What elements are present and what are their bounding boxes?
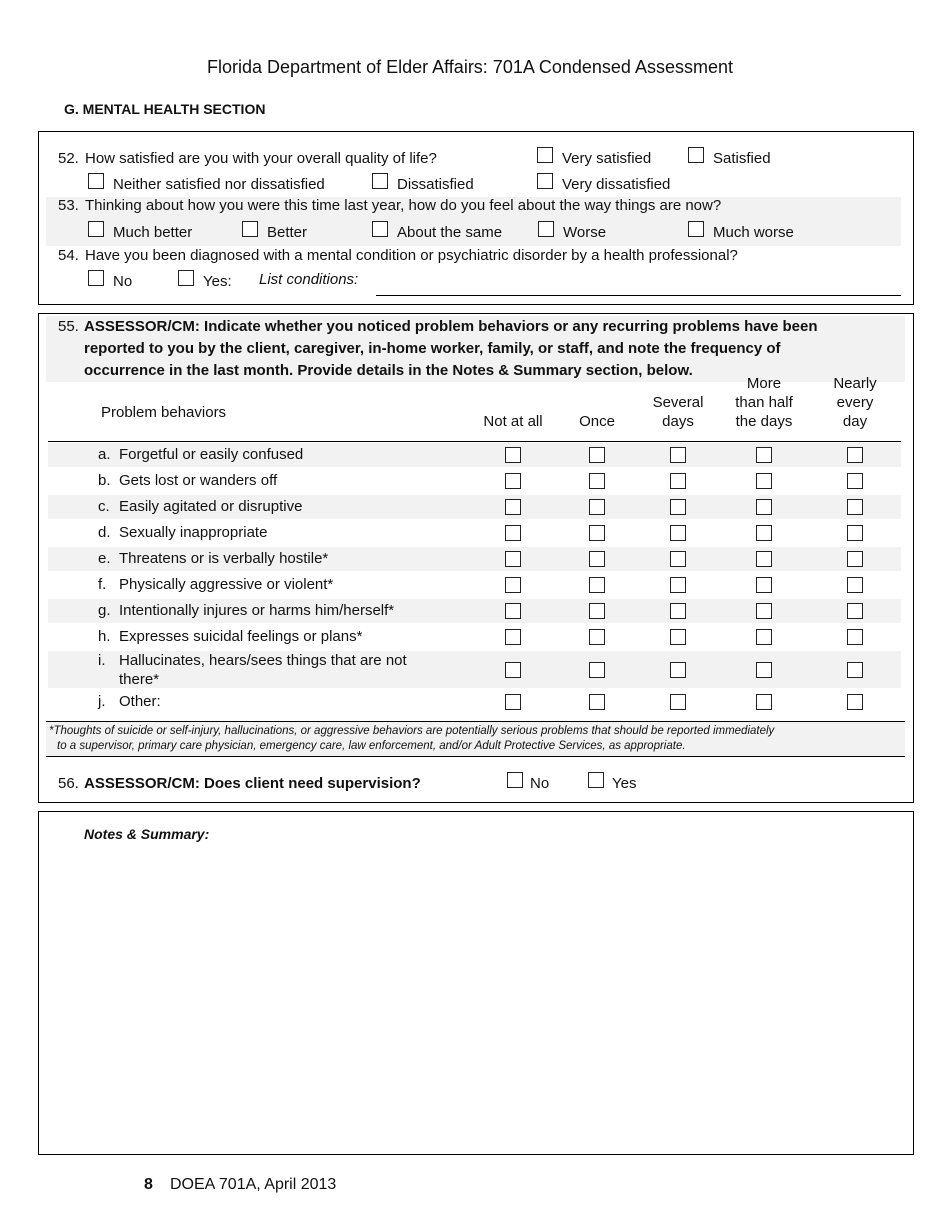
q52-dissatisfied-label: Dissatisfied [397, 176, 474, 193]
q53-much-worse-checkbox[interactable] [688, 221, 704, 237]
q52-neither-checkbox[interactable] [88, 173, 104, 189]
frequency-checkbox-b-1[interactable] [589, 473, 605, 489]
q53-better-label: Better [267, 224, 308, 241]
q52-neither-label: Neither satisfied nor dissatisfied [113, 176, 325, 193]
frequency-checkbox-i-1[interactable] [589, 662, 605, 678]
behavior-letter: d. [98, 524, 111, 541]
frequency-checkbox-i-4[interactable] [847, 662, 863, 678]
behavior-label: Sexually inappropriate [119, 524, 268, 541]
frequency-checkbox-i-3[interactable] [756, 662, 772, 678]
q52-satisfied-label: Satisfied [713, 150, 771, 167]
behavior-letter: c. [98, 498, 110, 515]
table-header-rule [48, 441, 901, 442]
frequency-checkbox-j-4[interactable] [847, 694, 863, 710]
frequency-checkbox-e-3[interactable] [756, 551, 772, 567]
frequency-checkbox-h-1[interactable] [589, 629, 605, 645]
frequency-checkbox-e-2[interactable] [670, 551, 686, 567]
notes-summary-label: Notes & Summary: [84, 826, 210, 842]
notes-summary-box[interactable] [38, 811, 914, 1155]
q55-prefix: ASSESSOR/CM: [84, 318, 200, 335]
q52-very-dissatisfied-label: Very dissatisfied [562, 176, 671, 193]
q56-number: 56. [58, 775, 79, 792]
q54-no-checkbox[interactable] [88, 270, 104, 286]
frequency-checkbox-b-0[interactable] [505, 473, 521, 489]
behavior-label: Forgetful or easily confused [119, 446, 304, 463]
frequency-checkbox-d-3[interactable] [756, 525, 772, 541]
frequency-checkbox-f-2[interactable] [670, 577, 686, 593]
behavior-letter: e. [98, 550, 111, 567]
frequency-checkbox-b-3[interactable] [756, 473, 772, 489]
frequency-checkbox-e-0[interactable] [505, 551, 521, 567]
frequency-checkbox-d-0[interactable] [505, 525, 521, 541]
q53-worse-label: Worse [563, 224, 607, 241]
column-header-4-line-0: Nearly [833, 375, 877, 392]
behavior-label: Hallucinates, hears/sees things that are not [119, 652, 407, 669]
behavior-letter: f. [98, 576, 107, 593]
q52-very-dissatisfied-checkbox[interactable] [537, 173, 553, 189]
frequency-checkbox-g-0[interactable] [505, 603, 521, 619]
q52-very-satisfied-label: Very satisfied [562, 150, 652, 167]
q55-prompt-line1 [84, 318, 818, 335]
frequency-checkbox-h-2[interactable] [670, 629, 686, 645]
problem-behaviors-header: Problem behaviors [101, 404, 227, 421]
frequency-checkbox-f-0[interactable] [505, 577, 521, 593]
page-number: 8 [144, 1176, 153, 1193]
frequency-checkbox-f-4[interactable] [847, 577, 863, 593]
behavior-letter: h. [98, 628, 111, 645]
q52-dissatisfied-checkbox[interactable] [372, 173, 388, 189]
frequency-checkbox-d-1[interactable] [589, 525, 605, 541]
column-header-0-line-0: Not at all [483, 413, 543, 430]
behavior-letter: j. [98, 693, 106, 710]
q52-very-satisfied-checkbox[interactable] [537, 147, 553, 163]
q56-text: ASSESSOR/CM: Does client need supervision? [84, 775, 421, 792]
column-header-3-line-1: than half [735, 394, 793, 411]
frequency-checkbox-b-2[interactable] [670, 473, 686, 489]
q54-conditions-input-line[interactable] [376, 295, 901, 296]
q53-worse-checkbox[interactable] [538, 221, 554, 237]
behavior-letter: b. [98, 472, 111, 489]
q56-no-checkbox[interactable] [507, 772, 523, 788]
frequency-checkbox-c-2[interactable] [670, 499, 686, 515]
behavior-letter: g. [98, 602, 111, 619]
footnote-top-rule [46, 721, 905, 722]
frequency-checkbox-j-2[interactable] [670, 694, 686, 710]
frequency-checkbox-i-0[interactable] [505, 662, 521, 678]
q53-text: Thinking about how you were this time last year, how do you feel about the way things are now? [85, 197, 722, 214]
q52-number: 52. [58, 150, 79, 167]
behavior-label: Expresses suicidal feelings or plans* [119, 628, 363, 645]
frequency-checkbox-i-2[interactable] [670, 662, 686, 678]
behavior-label: Easily agitated or disruptive [119, 498, 303, 515]
column-header-3-line-2: the days [735, 413, 793, 430]
q56-no-label: No [530, 775, 550, 792]
frequency-checkbox-a-1[interactable] [589, 447, 605, 463]
q56-yes-label: Yes [612, 775, 637, 792]
frequency-checkbox-h-3[interactable] [756, 629, 772, 645]
frequency-checkbox-g-3[interactable] [756, 603, 772, 619]
q54-yes-checkbox[interactable] [178, 270, 194, 286]
frequency-checkbox-c-3[interactable] [756, 499, 772, 515]
q55-prompt-line3: occurrence in the last month. Provide details in the Notes & Summary section, below. [84, 362, 693, 379]
frequency-checkbox-d-2[interactable] [670, 525, 686, 541]
frequency-checkbox-e-4[interactable] [847, 551, 863, 567]
column-header-2-line-1: days [662, 413, 694, 430]
behavior-letter: i. [98, 652, 106, 669]
frequency-checkbox-g-2[interactable] [670, 603, 686, 619]
column-header-2-line-0: Several [652, 394, 704, 411]
frequency-checkbox-g-4[interactable] [847, 603, 863, 619]
q53-about-same-checkbox[interactable] [372, 221, 388, 237]
form-identifier: DOEA 701A, April 2013 [170, 1176, 337, 1193]
q54-list-conditions-label: List conditions: [259, 271, 359, 288]
behavior-label: Gets lost or wanders off [119, 472, 278, 489]
footnote-bottom-rule [46, 756, 905, 757]
frequency-checkbox-c-1[interactable] [589, 499, 605, 515]
q54-number: 54. [58, 247, 79, 264]
footnote-line1: *Thoughts of suicide or self-injury, hallucinations, or aggressive behaviors are potentially serious problems that should be reported immediately [49, 725, 775, 737]
q56-yes-checkbox[interactable] [588, 772, 604, 788]
q55-line1: Indicate whether you noticed problem behaviors or any recurring problems have been [204, 318, 818, 335]
frequency-checkbox-b-4[interactable] [847, 473, 863, 489]
column-header-1-line-0: Once [579, 413, 615, 430]
frequency-checkbox-a-2[interactable] [670, 447, 686, 463]
frequency-checkbox-f-3[interactable] [756, 577, 772, 593]
q53-better-checkbox[interactable] [242, 221, 258, 237]
q53-number: 53. [58, 197, 79, 214]
frequency-checkbox-a-3[interactable] [756, 447, 772, 463]
behavior-label: Physically aggressive or violent* [119, 576, 334, 593]
q54-yes-label: Yes: [203, 273, 232, 290]
frequency-checkbox-a-4[interactable] [847, 447, 863, 463]
column-header-4-line-1: every [836, 394, 874, 411]
frequency-checkbox-c-0[interactable] [505, 499, 521, 515]
frequency-checkbox-j-1[interactable] [589, 694, 605, 710]
frequency-checkbox-g-1[interactable] [589, 603, 605, 619]
behavior-label-continued: there* [119, 671, 160, 688]
q53-much-better-checkbox[interactable] [88, 221, 104, 237]
behavior-letter: a. [98, 446, 111, 463]
frequency-checkbox-j-0[interactable] [505, 694, 521, 710]
q53-much-better-label: Much better [113, 224, 193, 241]
column-header-3-line-0: More [746, 375, 782, 392]
q55-prompt-line2: reported to you by the client, caregiver, in-home worker, family, or staff, and note the frequency of [84, 340, 781, 357]
frequency-checkbox-d-4[interactable] [847, 525, 863, 541]
behavior-label: Threatens or is verbally hostile* [119, 550, 329, 567]
q53-about-same-label: About the same [397, 224, 503, 241]
frequency-checkbox-e-1[interactable] [589, 551, 605, 567]
column-header-4-line-2: day [842, 413, 868, 430]
frequency-checkbox-c-4[interactable] [847, 499, 863, 515]
section-heading: G. MENTAL HEALTH SECTION [64, 101, 266, 117]
frequency-checkbox-j-3[interactable] [756, 694, 772, 710]
frequency-checkbox-h-4[interactable] [847, 629, 863, 645]
q54-no-label: No [113, 273, 133, 290]
behavior-label: Other: [119, 693, 161, 710]
behavior-label: Intentionally injures or harms him/herself* [119, 602, 395, 619]
frequency-checkbox-a-0[interactable] [505, 447, 521, 463]
q52-satisfied-checkbox[interactable] [688, 147, 704, 163]
footnote-line2: to a supervisor, primary care physician, emergency care, law enforcement, and/or Adult Protective Services, as appropriate. [57, 740, 686, 752]
q52-text: How satisfied are you with your overall quality of life? [85, 150, 437, 167]
q54-text: Have you been diagnosed with a mental condition or psychiatric disorder by a health professional? [85, 247, 738, 264]
q55-number: 55. [58, 318, 79, 335]
frequency-checkbox-f-1[interactable] [589, 577, 605, 593]
q53-much-worse-label: Much worse [713, 224, 794, 241]
page-title: Florida Department of Elder Affairs: 701A Condensed Assessment [207, 57, 733, 77]
frequency-checkbox-h-0[interactable] [505, 629, 521, 645]
